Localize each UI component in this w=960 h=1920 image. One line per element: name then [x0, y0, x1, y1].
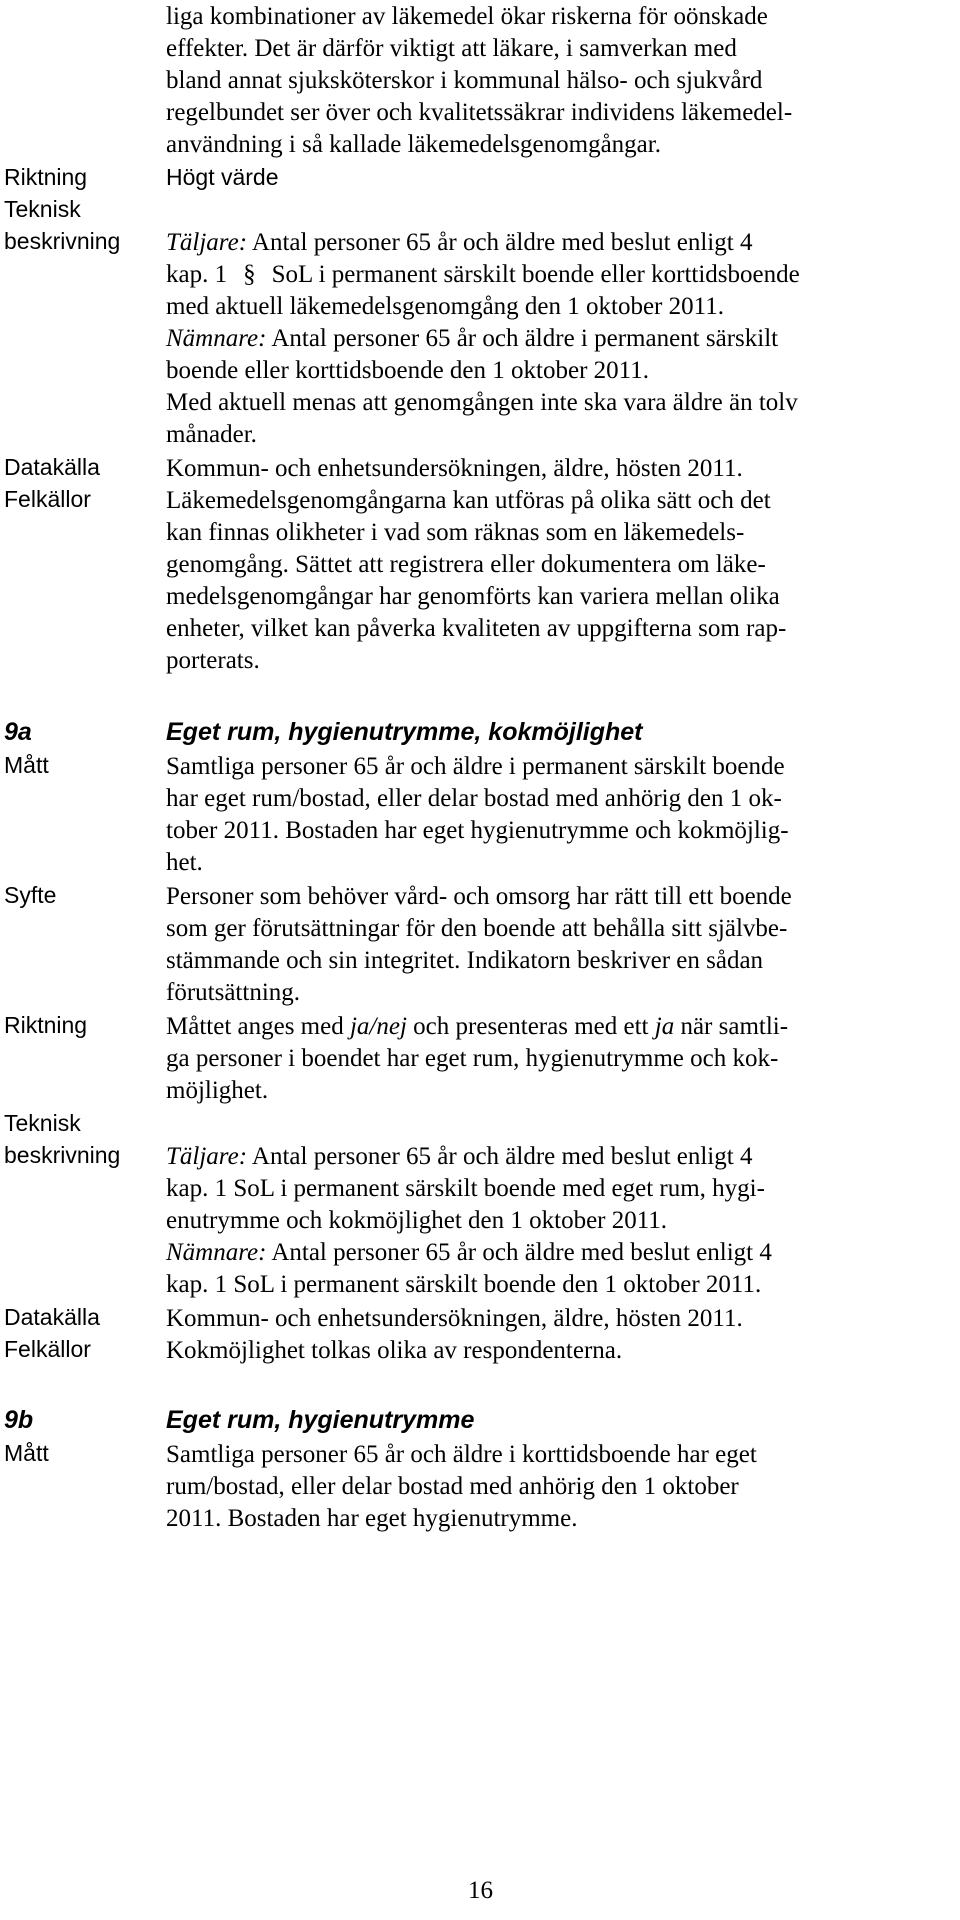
syfte-line: förutsättning.: [166, 979, 301, 1006]
riktning-text: och presenteras med ett: [413, 1013, 649, 1040]
syfte-line: Personer som behöver vård- och omsorg har rätt till ett boende: [166, 883, 792, 910]
label-riktning: Riktning: [4, 164, 88, 190]
felkallor-line: Läkemedelsgenomgångarna kan utföras på olika sätt och det: [166, 487, 771, 514]
label-matt: Mått: [4, 752, 49, 778]
label-riktning: Riktning: [4, 1012, 88, 1038]
tb-line: [166, 230, 752, 255]
section-code: 9a: [4, 718, 32, 746]
intro-line: regelbundet ser över och kvalitetssäkrar individens läkemedel-: [166, 99, 793, 126]
label-teknisk: Teknisk: [4, 196, 81, 222]
riktning-line: ga personer i boendet har eget rum, hygienutrymme och kok-: [166, 1045, 779, 1072]
riktning-value: Högt värde: [166, 164, 279, 190]
intro-line: liga kombinationer av läkemedel ökar riskerna för oönskade: [166, 3, 768, 30]
matt-line: Samtliga personer 65 år och äldre i permanent särskilt boende: [166, 753, 785, 780]
tb-line: [166, 1240, 772, 1265]
tb-line: [166, 326, 778, 351]
intro-line: användning i så kallade läkemedelsgenomgångar.: [166, 131, 661, 158]
taljare-label: Täljare:: [166, 1143, 248, 1170]
riktning-text: när samtli-: [680, 1013, 789, 1040]
tb-line: boende eller korttidsboende den 1 oktober 2011.: [166, 357, 649, 384]
datakalla-value: Kommun- och enhetsundersökningen, äldre, hösten 2011.: [166, 1305, 743, 1332]
label-beskrivning: beskrivning: [4, 1142, 121, 1168]
felkallor-line: genomgång. Sättet att registrera eller dokumentera om läke-: [166, 551, 766, 578]
matt-line: rum/bostad, eller delar bostad med anhörig den 1 oktober: [166, 1473, 739, 1500]
riktning-line: [166, 1014, 788, 1039]
tb-line: kap. 1 SoL i permanent särskilt boende den 1 oktober 2011.: [166, 1271, 762, 1298]
intro-line: effekter. Det är därför viktigt att läkare, i samverkan med: [166, 35, 737, 62]
tb-line: månader.: [166, 421, 257, 448]
felkallor-line: kan finnas olikheter i vad som räknas som en läkemedels-: [166, 519, 745, 546]
tb-line: [166, 1144, 752, 1169]
label-datakalla: Datakälla: [4, 454, 100, 480]
tb-text: SoL i permanent särskilt boende eller korttidsboende: [271, 261, 800, 288]
matt-line: het.: [166, 849, 203, 876]
label-beskrivning: beskrivning: [4, 228, 121, 254]
felkallor-line: medelsgenomgångar har genomförts kan variera mellan olika: [166, 583, 780, 610]
matt-line: tober 2011. Bostaden har eget hygienutrymme och kokmöjlig-: [166, 817, 789, 844]
section-code: 9b: [4, 1406, 34, 1434]
tb-text: Antal personer 65 år och äldre med beslut enligt 4: [271, 1239, 772, 1266]
tb-text: Antal personer 65 år och äldre med beslut enligt 4: [251, 229, 753, 256]
syfte-line: som ger förutsättningar för den boende att behålla sitt självbe-: [166, 915, 788, 942]
namnare-label: Nämnare:: [166, 325, 267, 352]
riktning-text: Måttet anges med: [166, 1013, 344, 1040]
tb-line: Med aktuell menas att genomgången inte ska vara äldre än tolv: [166, 389, 798, 416]
riktning-ja: ja: [654, 1013, 675, 1040]
felkallor-value: Kokmöjlighet tolkas olika av respondenterna.: [166, 1337, 623, 1364]
matt-line: Samtliga personer 65 år och äldre i korttidsboende har eget: [166, 1441, 757, 1468]
taljare-label: Täljare:: [166, 229, 248, 256]
label-felkallor: Felkällor: [4, 1336, 91, 1362]
label-datakalla: Datakälla: [4, 1304, 100, 1330]
datakalla-value: Kommun- och enhetsundersökningen, äldre, hösten 2011.: [166, 455, 743, 482]
riktning-jn: ja/nej: [349, 1013, 407, 1040]
tb-text: Antal personer 65 år och äldre i permanent särskilt: [271, 325, 779, 352]
label-matt: Mått: [4, 1440, 49, 1466]
tb-text: Antal personer 65 år och äldre med beslut enligt 4: [251, 1143, 753, 1170]
tb-line: med aktuell läkemedelsgenomgång den 1 oktober 2011.: [166, 293, 724, 320]
felkallor-line: porterats.: [166, 647, 260, 674]
tb-line: kap. 1 SoL i permanent särskilt boende med eget rum, hygi-: [166, 1175, 765, 1202]
syfte-line: stämmande och sin integritet. Indikatorn beskriver en sådan: [166, 947, 764, 974]
tb-text: kap. 1: [166, 261, 228, 288]
page-number: 16: [468, 1877, 493, 1904]
felkallor-line: enheter, vilket kan påverka kvaliteten av uppgifterna som rap-: [166, 615, 787, 642]
namnare-label: Nämnare:: [166, 1239, 267, 1266]
matt-line: 2011. Bostaden har eget hygienutrymme.: [166, 1505, 578, 1532]
label-teknisk: Teknisk: [4, 1110, 81, 1136]
section-sign: §: [243, 261, 256, 288]
intro-line: bland annat sjuksköterskor i kommunal hälso- och sjukvård: [166, 67, 763, 94]
tb-line: enutrymme och kokmöjlighet den 1 oktober 2011.: [166, 1207, 668, 1234]
matt-line: har eget rum/bostad, eller delar bostad med anhörig den 1 ok-: [166, 785, 782, 812]
riktning-line: möjlighet.: [166, 1077, 269, 1104]
label-syfte: Syfte: [4, 882, 57, 908]
label-felkallor: Felkällor: [4, 486, 91, 512]
section-title: Eget rum, hygienutrymme: [166, 1406, 475, 1434]
section-title: Eget rum, hygienutrymme, kokmöjlighet: [166, 718, 643, 746]
tb-line: [166, 262, 800, 287]
